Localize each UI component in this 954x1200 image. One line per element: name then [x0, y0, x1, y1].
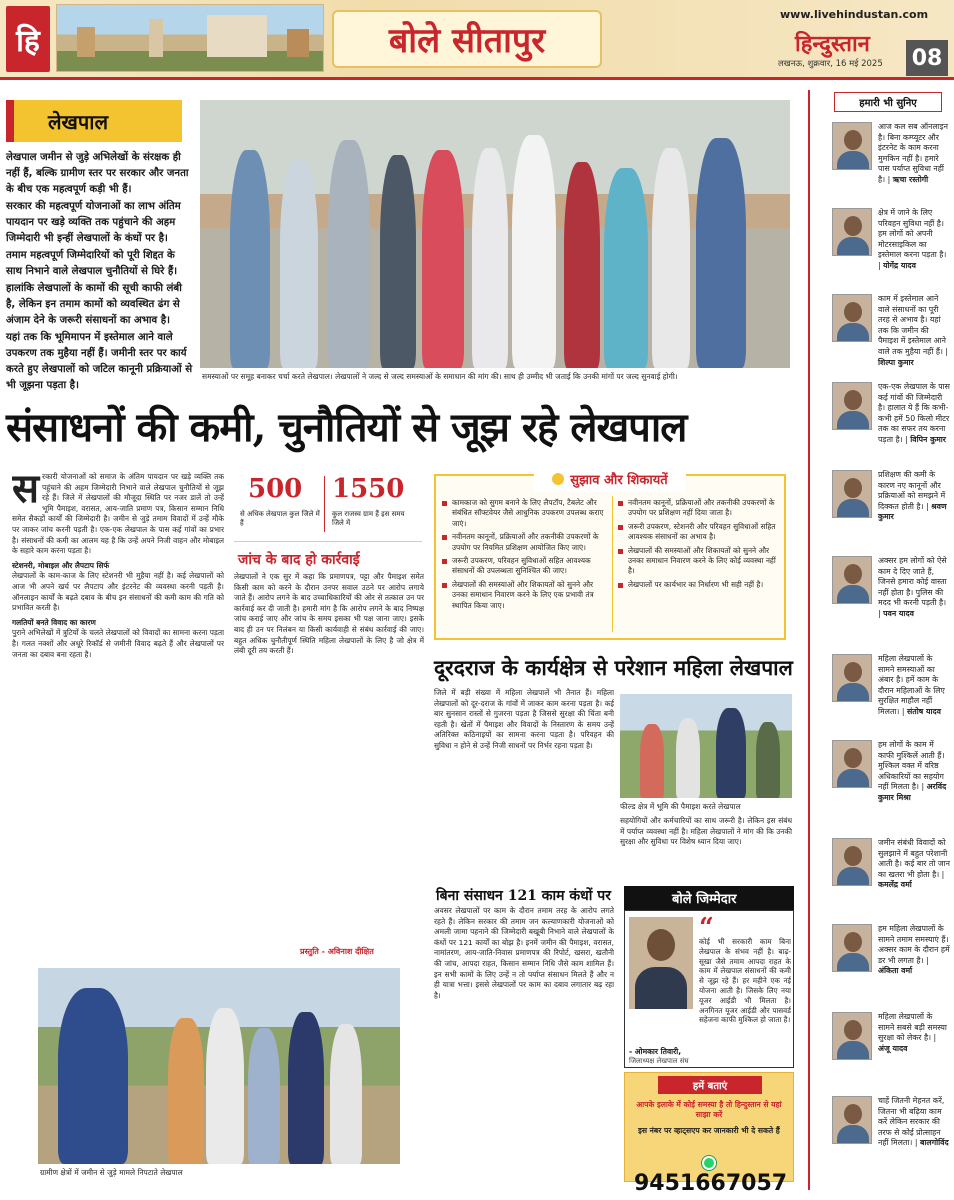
dateline: लखनऊ, शुक्रवार, 16 मई 2025	[778, 59, 883, 69]
official-quote: कोई भी सरकारी काम बिना लेखपाल के संभव नहीं है। बाढ़-सूखा जैसे तमाम आपदा राहत के काम में लेखपाल संसाधनों की कमी से जूझ रहे हैं। हर महीने एक नई योजना आती है। जिसके लिए नया यूजर आईडी भी मिलता है। अनगिनत यूजर आईडी और पासवर्ड सहेजना काफी मुश्किल हो जाता है।	[699, 937, 791, 1025]
lightbulb-icon	[552, 473, 564, 485]
story-subhead: स्टेशनरी, मोबाइल और लैपटाप सिर्फ	[12, 560, 110, 570]
suggestion-item: लेखपालों की समस्याओं और शिकायतों को सुनने और उनका समाधान निवारण करने के लिए एक प्रभावी तंत्र स्थापित किया जाए।	[442, 580, 608, 611]
complaint-item: लेखपालों की समस्याओं और शिकायतों को सुनने और उनका समाधान निवारण करने के लिए कोई व्यवस्था नहीं है।	[618, 546, 782, 577]
section-tag: लेखपाल	[6, 100, 182, 142]
sidebar-title: हमारी भी सुनिए	[834, 92, 942, 112]
complaint-item: लेखपालों पर कार्यभार का निर्धारण भी सही नहीं है।	[618, 580, 782, 590]
whatsapp-icon	[702, 1156, 716, 1170]
sidebar-voice-item: आज कल सब ऑनलाइन है। बिना कम्प्यूटर और इंटरनेट के काम करना मुमकिन नहीं है। हमारे पास पर्याप्त सुविधा नहीं है। | ऋचा रस्तोगी	[832, 122, 950, 206]
official-portrait	[629, 917, 693, 1009]
main-headline: संसाधनों की कमी, चुनौतियों से जूझ रहे लेखपाल	[6, 404, 687, 451]
person-photo	[832, 470, 872, 518]
whatsapp-number: 9451667057	[634, 1171, 788, 1196]
stat-value: 1550	[332, 474, 405, 504]
person-photo	[832, 924, 872, 972]
contact-line-1: आपके इलाके में कोई समस्या है तो हिन्दुस्तान से यहां साझा करें	[636, 1100, 782, 1119]
story-subhead: गलतियों बनते विवाद का कारण	[12, 617, 96, 627]
suggestions-title: सुझाव और शिकायतें	[534, 466, 686, 492]
complaints-list	[618, 498, 782, 593]
page-number: 08	[906, 40, 948, 76]
intro-paragraph: हालांकि लेखपालों के कामों की सूची काफी लंबी है, लेकिन इन तमाम कामों को व्यवस्थित ढंग से अंजाम देने के जरूरी संसाधनों का अभाव है।	[6, 283, 182, 326]
intro-paragraph: यहां तक कि भूमिमापन में इस्तेमाल आने वाले उपकरण तक मुहैया नहीं हैं। जमीनी स्तर पर कार्य करते हुए लेखपालों को जटिल कानूनी प्रक्रियाओं से भी जूझना पड़ता है।	[6, 332, 193, 391]
intro-paragraph: सरकार की महत्वपूर्ण योजनाओं का लाभ अंतिम पायदान पर खड़े व्यक्ति तक पहुंचाने की अहम जिम्मेदारी भी इन्हीं लेखपालों के कंधों पर है।	[6, 201, 181, 244]
bole-jimmedar-title: बोले जिम्मेदार	[624, 886, 794, 910]
suggestions-list	[442, 498, 608, 614]
sidebar-voice-item: चाहें जितनी मेहनत करें, जितना भी बढ़िया काम करें लेकिन सरकार की तरफ से कोई प्रोत्साहन नहीं मिलता। | बालगोविंद	[832, 1096, 950, 1192]
official-designation: जिलाध्यक्ष लेखपाल संघ	[629, 1057, 689, 1065]
story-subhead: जांच के बाद हो कार्रवाई	[238, 552, 360, 568]
bottom-field-photo	[38, 968, 400, 1164]
person-photo	[832, 1096, 872, 1144]
women-story-headline: दूरदराज के कार्यक्षेत्र से परेशान महिला लेखपाल	[434, 655, 793, 680]
intro-text	[6, 150, 194, 395]
story-text: लेखपालों के काम-काज के लिए स्टेशनरी भी मुहैया नहीं है। कई लेखपालों को आज भी अपने खर्च पर लैपटाप और इंटरनेट की व्यवस्था करनी पड़ती है। ऑनलाइन कार्यों के बढ़ते दबाव के बीच इन संसाधनों की कमी काम की गति को प्रभावित करती है।	[12, 571, 224, 613]
official-name: - ओमकार तिवारी,	[629, 1047, 682, 1056]
stat-label: से अधिक लेखपाल कुल जिले में हैं	[240, 510, 320, 527]
person-photo	[832, 382, 872, 430]
whatsapp-contact[interactable]	[634, 1152, 788, 1196]
sidebar-voice-item: जमीन संबंधी विवादों को सुलझाने में बहुत परेशानी आती है। कई बार तो जान का खतरा भी होता है। | कमलेंद्र वर्मा	[832, 838, 950, 922]
top-group-photo	[200, 100, 790, 368]
resources-story-text: अवसर लेखपालों पर काम के दौरान तमाम तरह के आरोप लगते रहते हैं। लेकिन सरकार की तमाम जन कल्याणकारी योजनाओं को अमली जामा पहनाने की जिम्मेदारी बखूबी निभाने वाले लेखपालों के कंधों पर 121 कार्यों का बोझ है। इनमें जमीन की पैमाइश, वरासत, नामांतरण, आय-जाति-निवास प्रमाणपत्र की रिपोर्ट, खसरा, खतौनी की जांच, आपदा राहत, किसान सम्मान निधि जैसे काम शामिल हैं। इन सभी कामों के लिए उन्हें न तो पर्याप्त संसाधन मिलते हैं और न ही यात्रा भत्ता। इससे लेखपालों पर काम का दबाव लगातार बढ़ रहा है।	[434, 906, 614, 1000]
person-photo	[832, 838, 872, 886]
person-photo	[832, 1012, 872, 1060]
women-story-text-continued: सहयोगियों और कर्मचारियों का साथ जरूरी है। लेकिन इस संबंध में पर्याप्त व्यवस्था नहीं है। महिला लेखपालों ने मांग की कि उनकी सुरक्षा और सुविधा पर विशेष ध्यान दिया जाए।	[620, 816, 792, 847]
person-photo	[832, 208, 872, 256]
masthead-city-illustration	[56, 4, 324, 72]
sidebar-voice-item: हम लोगों के काम में काफी मुश्किलें आती हैं। मुश्किल वक्त में वरिष्ठ अधिकारियों का सहयोग नहीं मिलता है। | अरविंद कुमार मिश्रा	[832, 740, 950, 830]
website-url: www.livehindustan.com	[780, 8, 929, 21]
person-photo	[832, 294, 872, 342]
person-photo	[832, 740, 872, 788]
women-photo-caption: फील्ड क्षेत्र में भूमि की पैमाइश करते लेखपाल	[620, 802, 741, 811]
main-story-column-2: लेखपालों ने एक सुर में कहा कि प्रमाणपत्र, पट्टा और पैमाइश समेत किसी काम को करने के दौरान उनपर सवाल उठने पर आरोप लगाये जाते हैं। आरोप लगने के बाद उच्चाधिकारियों की ओर से तत्काल उन पर कार्रवाई कर दी जाती है। हमारी मांग है कि आरोप लगने के बाद निष्पक्ष जांच कराई जाए और जांच के समय इसका भी पक्ष जाना जाए। इसके बाद ही उन पर निलंबन या किसी कार्यवाही से संबंध कार्रवाई की जाए। बहुत अधिक चुनौतीपूर्ण स्थिति महिला लेखपालों के लिए है जो क्षेत्र में लंबी दूरी तय करती हैं।	[234, 572, 424, 656]
suggestion-item: जरूरी उपकरण, परिवहन सुविधाओं सहित आवश्यक संसाधनों की उपलब्धता सुनिश्चित की जाए।	[442, 556, 608, 577]
main-story-column-1	[12, 472, 224, 960]
sidebar-voice-item: क्षेत्र में जाने के लिए परिवहन सुविधा नहीं है। हम लोगों को अपनी मोटरसाइकिल का इस्तेमाल करना पड़ता है। | योगेंद्र यादव	[832, 208, 950, 292]
sidebar-voice-item: काम में इस्तेमाल आने वाले संसाधनों का पूरी तरह से अभाव है। यहां तक कि जमीन की पैमाइश में इस्तेमाल आने वाले तक मुहैया नहीं हैं। | शिल्पा कुमार	[832, 294, 950, 378]
person-photo	[832, 654, 872, 702]
bole-jimmedar-box	[624, 910, 794, 1068]
story-text: रकारी योजनाओं को समाज के अंतिम पायदान पर खड़े व्यक्ति तक पहुंचाने की अहम जिम्मेदारी निभाने वाले लेखपाल चुनौतियों से जूझ रहे हैं। जिले में लेखपालों की मौजूदा स्थिति पर नजर डालें तो उन्हें भूमि पैमाइश, वरासत, आय-जाति प्रमाण पत्र, किसान सम्मान निधि समेत सैकड़ों कार्यों की जिम्मेदारी है। जमीन से जुड़े तमाम विवादों में उन्हें मौके पर जाकर जांच करनी पड़ती है। एक-एक लेखपाल के पास कई गांवों का प्रभार है। संसाधनों की कमी का आलम यह है कि उन्हें अपने निजी वाहन और मोबाइल के सहारे काम करना पड़ता है।	[12, 472, 224, 556]
complaint-item: जरूरी उपकरण, स्टेशनरी और परिवहन सुविधाओं सहित आवश्यक संसाधनों का अभाव है।	[618, 522, 782, 543]
story-credit: प्रस्तुति - अविनाश दीक्षित	[300, 947, 374, 956]
stat-label: कुल राजस्व ग्राम हैं इस समय जिले में	[332, 510, 405, 527]
bottom-photo-caption: ग्रामीण क्षेत्रों में जमीन से जुड़े मामले निपटाते लेखपाल	[40, 1168, 183, 1177]
hindustan-logo: हि	[6, 6, 50, 72]
person-photo	[832, 122, 872, 170]
sidebar-voice-item: प्रशिक्षण की कमी के कारण नए कानूनों और प्रक्रियाओं को समझने में दिक्कत होती है। | श्रवण कुमार	[832, 470, 950, 554]
sidebar-voice-item: हम महिला लेखपालों के सामने तमाम समस्याएं हैं। अक्सर काम के दौरान हमें डर भी लगता है। | अंकिता वर्मा	[832, 924, 950, 1004]
suggestion-item: कामकाज को सुगम बनाने के लिए लैपटॉप, टैबलेट और संबंधित सॉफ्टवेयर जैसे आधुनिक उपकरण उपलब्ध कराए जाएं।	[442, 498, 608, 529]
person-photo	[832, 556, 872, 604]
resources-story-headline: बिना संसाधन 121 काम कंधों पर	[436, 888, 611, 904]
masthead-title: बोले सीतापुर	[332, 10, 602, 68]
intro-paragraph: लेखपाल जमीन से जुड़े अभिलेखों के संरक्षक ही नहीं हैं, बल्कि ग्रामीण स्तर पर सरकार और जनता के बीच एक महत्वपूर्ण कड़ी भी हैं।	[6, 152, 189, 195]
women-story-photo	[620, 694, 792, 798]
sidebar-voice-item: महिला लेखपालों के सामने समस्याओं का अंबार है। हमें काम के दौरान महिलाओं के लिए सुरक्षित माहौल नहीं मिलता। | संतोष यादव	[832, 654, 950, 736]
contact-title: हमें बताएं	[658, 1076, 762, 1094]
complaint-item: नवीनतम कानूनों, प्रक्रियाओं और तकनीकी उपकरणों के उपयोग पर प्रशिक्षण नहीं दिया जाता है।	[618, 498, 782, 519]
contact-line-2: इस नंबर पर व्हाट्सएप कर जानकारी भी दे सकते हैं	[638, 1126, 780, 1135]
intro-paragraph: तमाम महत्वपूर्ण जिम्मेदारियों को पूरी शिद्दत के साथ निभाने वाले लेखपाल चुनौतियों से घिरे हैं।	[6, 250, 178, 277]
newspaper-brand: हिन्दुस्तान	[795, 31, 870, 57]
dropcap: स	[12, 472, 40, 512]
stat-value: 500	[248, 474, 303, 504]
women-story-text: जिले में बड़ी संख्या में महिला लेखपालें भी तैनात हैं। महिला लेखपालों को दूर-दराज के गांवों में जाकर काम करना पड़ता है। कई बार सुनसान रास्तों से गुजरना पड़ता है जिससे सुरक्षा की चिंता बनी रहती है। खेतों में पैमाइश और विवादों के निस्तारण के समय उन्हें अतिरिक्त कठिनाइयों का सामना करना पड़ता है। परिवहन की सुविधा न होने से उन्हें निजी साधनों पर निर्भर रहना पड़ता है।	[434, 688, 614, 750]
quote-icon: “	[699, 913, 714, 943]
sidebar-voice-item: महिला लेखपालों के सामने सबसे बड़ी समस्या सुरक्षा को लेकर है। | अंजू यादव	[832, 1012, 950, 1090]
top-photo-caption: समस्याओं पर समूह बनाकर चर्चा करते लेखपाल। लेखपालों ने जल्द से जल्द समस्याओं के समाधान की मांग की। साथ ही उम्मीद भी जताई कि उनकी मांगों पर जल्द सुनवाई होगी।	[202, 372, 678, 381]
sidebar-voice-item: अक्सर हम लोगों को ऐसे काम दे दिए जाते हैं, जिनसे हमारा कोई वास्ता नहीं होता है। पुलिस की मदद भी करनी पड़ती है। | पवन यादव	[832, 556, 950, 646]
stat-block	[234, 472, 422, 542]
sidebar-voice-item: एक-एक लेखपाल के पास कई गांवों की जिम्मेदारी है। हालात ये हैं कि कभी-कभी हमें 50 किलो मीटर तक का सफर तय करना पड़ता है। | विपिन कुमार	[832, 382, 950, 466]
sidebar-divider	[808, 90, 810, 1190]
story-text: पुराने अभिलेखों में त्रुटियों के चलते लेखपालों को विवादों का सामना करना पड़ता है। गलत नक्शों और अधूरे रिकॉर्ड से जमीनी विवाद बढ़ते हैं और लेखपालों पर जनता का दबाव बना रहता है।	[12, 628, 224, 659]
suggestion-item: नवीनतम कानूनों, प्रक्रियाओं और तकनीकी उपकरणों के उपयोग पर नियमित प्रशिक्षण आयोजित किए जाएं।	[442, 532, 608, 553]
